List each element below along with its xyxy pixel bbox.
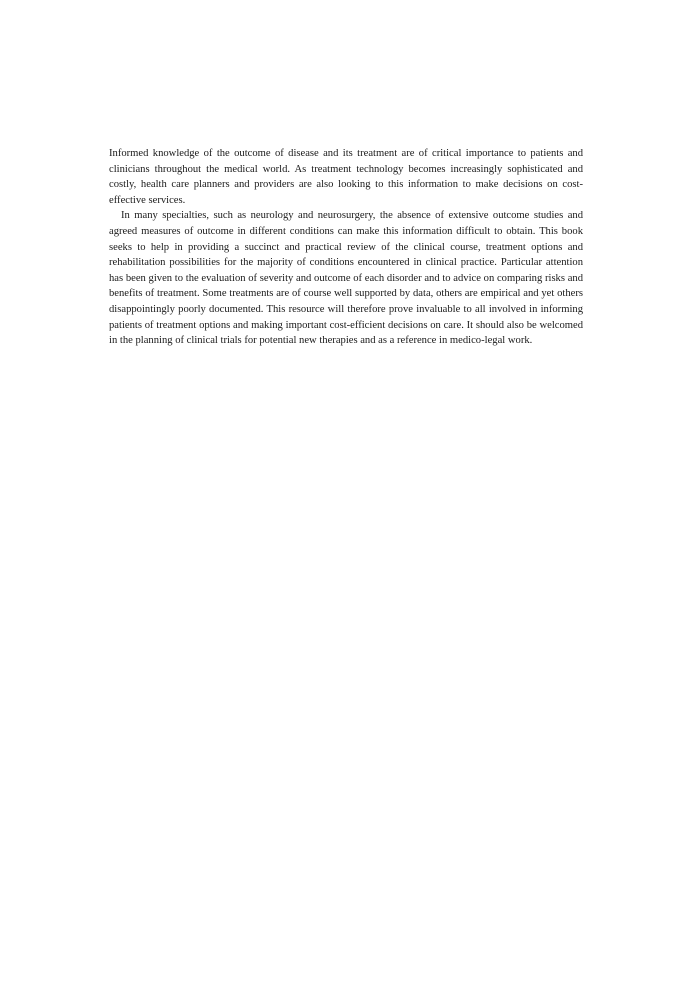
- paragraph-1: Informed knowledge of the outcome of disease and its treatment are of critical importance to patients and clinicians throughout the medical world. As treatment technology becomes increasingly sophisticated and costly, health care planners and providers are also looking to this information to make decisions on cost-effective services.: [109, 148, 583, 206]
- body-text: [109, 146, 583, 349]
- paragraph-2: In many specialties, such as neurology and neurosurgery, the absence of extensive outcome studies and agreed measures of outcome in different conditions can make this information difficult to obtain. This book seeks to help in providing a succinct and practical review of the clinical course, treatment options and rehabilitation possibilities for the majority of conditions encountered in clinical practice. Particular attention has been given to the evaluation of severity and outcome of each disorder and to advice on comparing risks and benefits of treatment. Some treatments are of course well supported by data, others are empirical and yet others disappointingly poorly documented. This resource will therefore prove invaluable to all involved in informing patients of treatment options and making important cost-efficient decisions on care. It should also be welcomed in the planning of clinical trials for potential new therapies and as a reference in medico-legal work.: [109, 210, 583, 347]
